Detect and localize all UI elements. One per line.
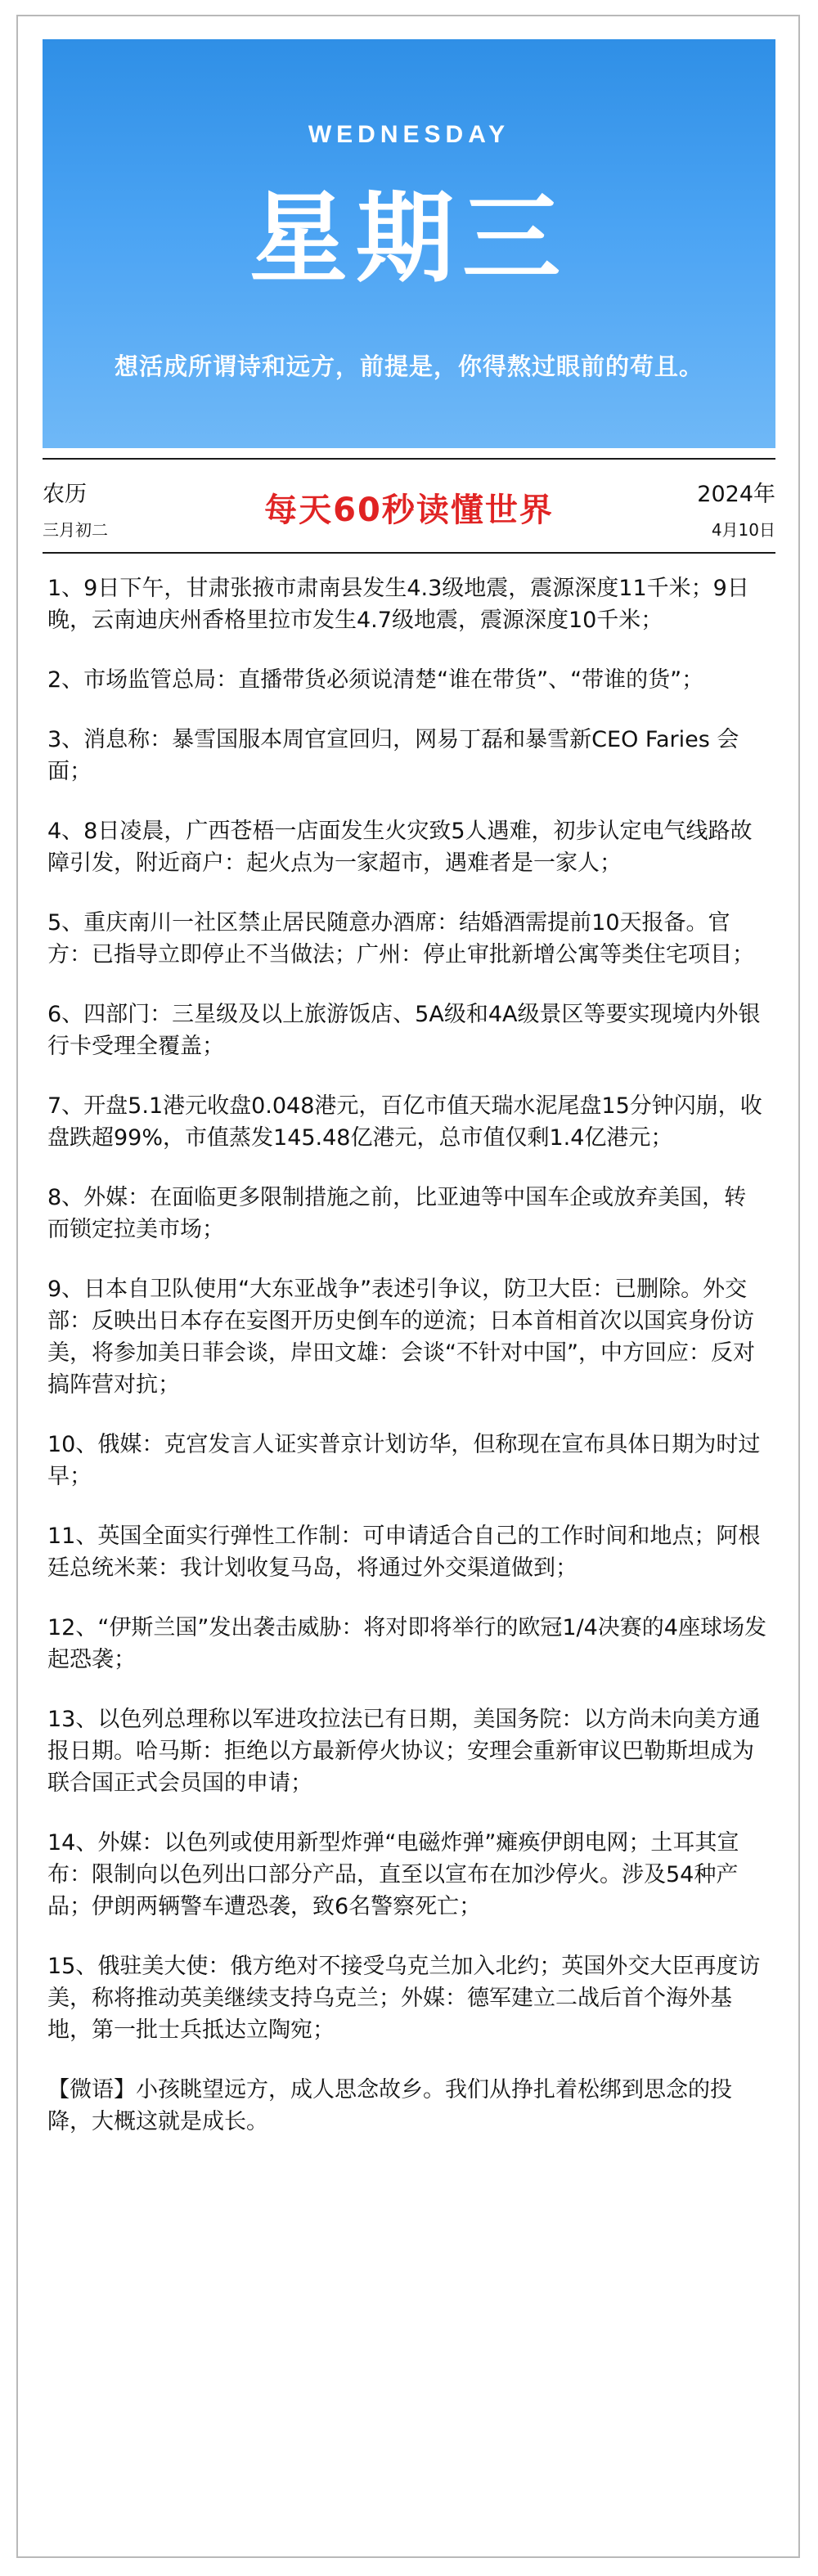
news-item: 11、英国全面实行弹性工作制：可申请适合自己的工作时间和地点；阿根廷总统米莱：我计划收复马岛，将通过外交渠道做到；	[47, 1524, 761, 1581]
news-item: 12、“伊斯兰国”发出袭击威胁：将对即将举行的欧冠1/4决赛的4座球场发起恐袭；	[47, 1615, 766, 1672]
news-item: 10、俄媒：克宫发言人证实普京计划访华，但称现在宣布具体日期为时过早；	[47, 1432, 761, 1489]
news-list	[47, 572, 767, 2165]
divider	[43, 458, 775, 460]
news-item: 4、8日凌晨，广西苍梧一店面发生火灾致5人遇难，初步认定电气线路故障引发，附近商户：起火点为一家超市，遇难者是一家人；	[47, 819, 753, 876]
lunar-label: 农历	[43, 482, 87, 507]
header-banner	[43, 39, 775, 448]
weekday-english: WEDNESDAY	[308, 121, 510, 148]
news-item: 6、四部门：三星级及以上旅游饭店、5A级和4A级景区等要实现境内外银行卡受理全覆盖；	[47, 1002, 761, 1059]
news-item: 3、消息称：暴雪国服本周官宣回归，网易丁磊和暴雪新CEO Faries 会面；	[47, 727, 739, 784]
month-day: 4月10日	[711, 520, 775, 540]
date-row	[43, 466, 775, 544]
divider	[43, 552, 775, 554]
news-item: 2、市场监管总局：直播带货必须说清楚“谁在带货”、“带谁的货”；	[47, 667, 704, 693]
news-item: 14、外媒：以色列或使用新型炸弹“电磁炸弹”瘫痪伊朗电网；土耳其宣布：限制向以色列出口部分产品，直至以宣布在加沙停火。涉及54种产品；伊朗两辆警车遭恐袭，致6名警察死亡；	[47, 1830, 739, 1919]
masthead-title: 每天60秒读懂世界	[264, 491, 554, 529]
news-item: 13、以色列总理称以军进攻拉法已有日期，美国务院：以方尚未向美方通报日期。哈马斯：拒绝以方最新停火协议；安理会重新审议巴勒斯坦成为联合国正式会员国的申请；	[47, 1707, 761, 1796]
banner-subtitle: 想活成所谓诗和远方，前提是，你得熬过眼前的苟且。	[114, 352, 703, 380]
lunar-date: 三月初二	[43, 520, 108, 540]
news-item: 5、重庆南川一社区禁止居民随意办酒席：结婚酒需提前10天报备。官方：已指导立即停止不当做法；广州：停止审批新增公寓等类住宅项目；	[47, 910, 754, 967]
news-item: 7、开盘5.1港元收盘0.048港元，百亿市值天瑞水泥尾盘15分钟闪崩，收盘跌超99%，市值蒸发145.48亿港元，总市值仅剩1.4亿港元；	[47, 1093, 762, 1151]
news-item: 15、俄驻美大使：俄方绝对不接受乌克兰加入北约；英国外交大臣再度访美，称将推动英美继续支持乌克兰；外媒：德军建立二战后首个海外基地，第一批士兵抵达立陶宛；	[47, 1954, 761, 2043]
news-item: 1、9日下午，甘肃张掖市肃南县发生4.3级地震，震源深度11千米；9日晚，云南迪庆州香格里拉市发生4.7级地震，震源深度10千米；	[47, 576, 749, 633]
year: 2024年	[697, 482, 775, 507]
daily-quote: 【微语】小孩眺望远方，成人思念故乡。我们从挣扎着松绑到思念的投降，大概这就是成长。	[47, 2077, 732, 2134]
weekday-chinese: 星期三	[249, 182, 569, 296]
news-item: 9、日本自卫队使用“大东亚战争”表述引争议，防卫大臣：已删除。外交部：反映出日本存在妄图开历史倒车的逆流；日本首相首次以国宾身份访美，将参加美日菲会谈，岸田文雄：会谈“不针对中国”，中方回应：反对搞阵营对抗；	[47, 1277, 755, 1398]
news-item: 8、外媒：在面临更多限制措施之前，比亚迪等中国车企或放弃美国，转而锁定拉美市场；	[47, 1185, 747, 1242]
